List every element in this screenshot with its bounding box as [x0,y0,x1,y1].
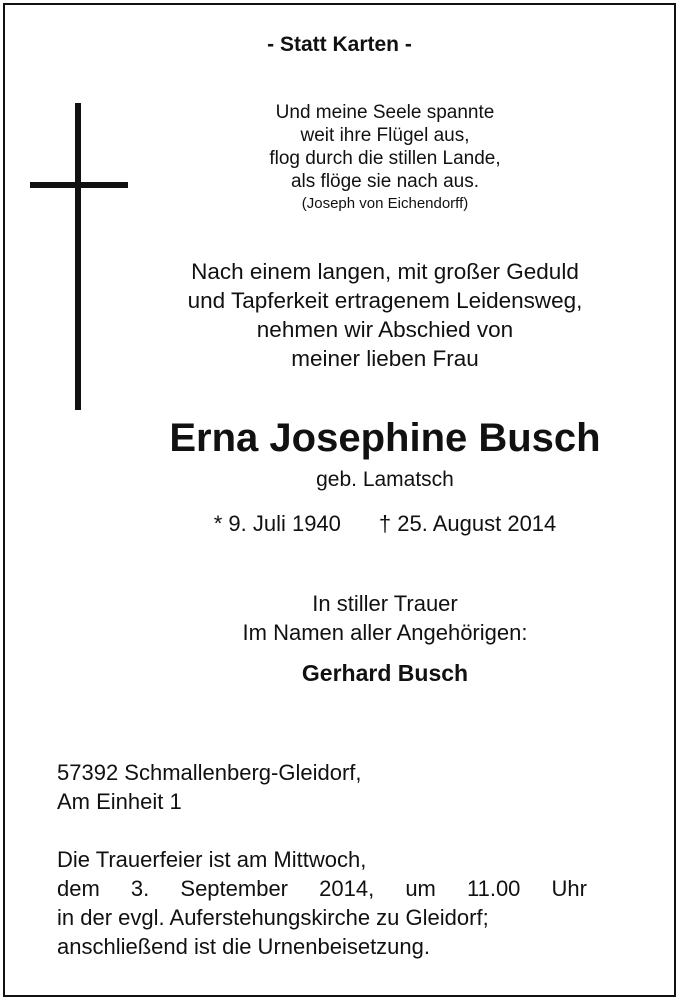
ceremony-info [57,845,587,961]
poem-line: weit ihre Flügel aus, [300,125,470,146]
intro-line: und Tapferkeit ertragenem Leidensweg, [187,288,583,313]
death-date: † 25. August 2014 [378,511,557,536]
address-line: 57392 Schmallenberg-Gleidorf, [57,760,362,785]
mourners-text [130,589,640,647]
life-dates [130,511,640,537]
mourners-line: In stiller Trauer [312,591,458,616]
birth-date: * 9. Juli 1940 [213,511,341,536]
notice-heading: - Statt Karten - [267,33,412,56]
poem-line: flog durch die stillen Lande, [269,148,501,169]
poem [130,101,640,215]
ceremony-line: dem 3. September 2014, um 11.00 Uhr [57,876,587,901]
cross-icon-bar [30,182,128,188]
deceased-name: Erna Josephine Busch [169,416,601,460]
address [57,758,362,816]
cross-icon [75,103,81,410]
intro-line: nehmen wir Abschied von [256,317,514,342]
poem-line: als flöge sie nach aus. [290,171,479,192]
intro-line: meiner lieben Frau [291,346,479,371]
intro-text [130,257,640,373]
ceremony-line: Die Trauerfeier ist am Mittwoch, [57,847,367,872]
intro-line: Nach einem langen, mit großer Geduld [191,259,579,284]
poem-author: (Joseph von Eichendorff) [301,195,469,212]
mourners-line: Im Namen aller Angehörigen: [242,620,528,645]
address-line: Am Einheit 1 [57,789,182,814]
signer-name: Gerhard Busch [301,660,469,686]
maiden-name: geb. Lamatsch [316,468,454,491]
poem-line: Und meine Seele spannte [275,102,495,123]
ceremony-line: anschließend ist die Urnenbeisetzung. [57,934,431,959]
ceremony-line: in der evgl. Auferstehungskirche zu Gleidorf; [57,905,489,930]
